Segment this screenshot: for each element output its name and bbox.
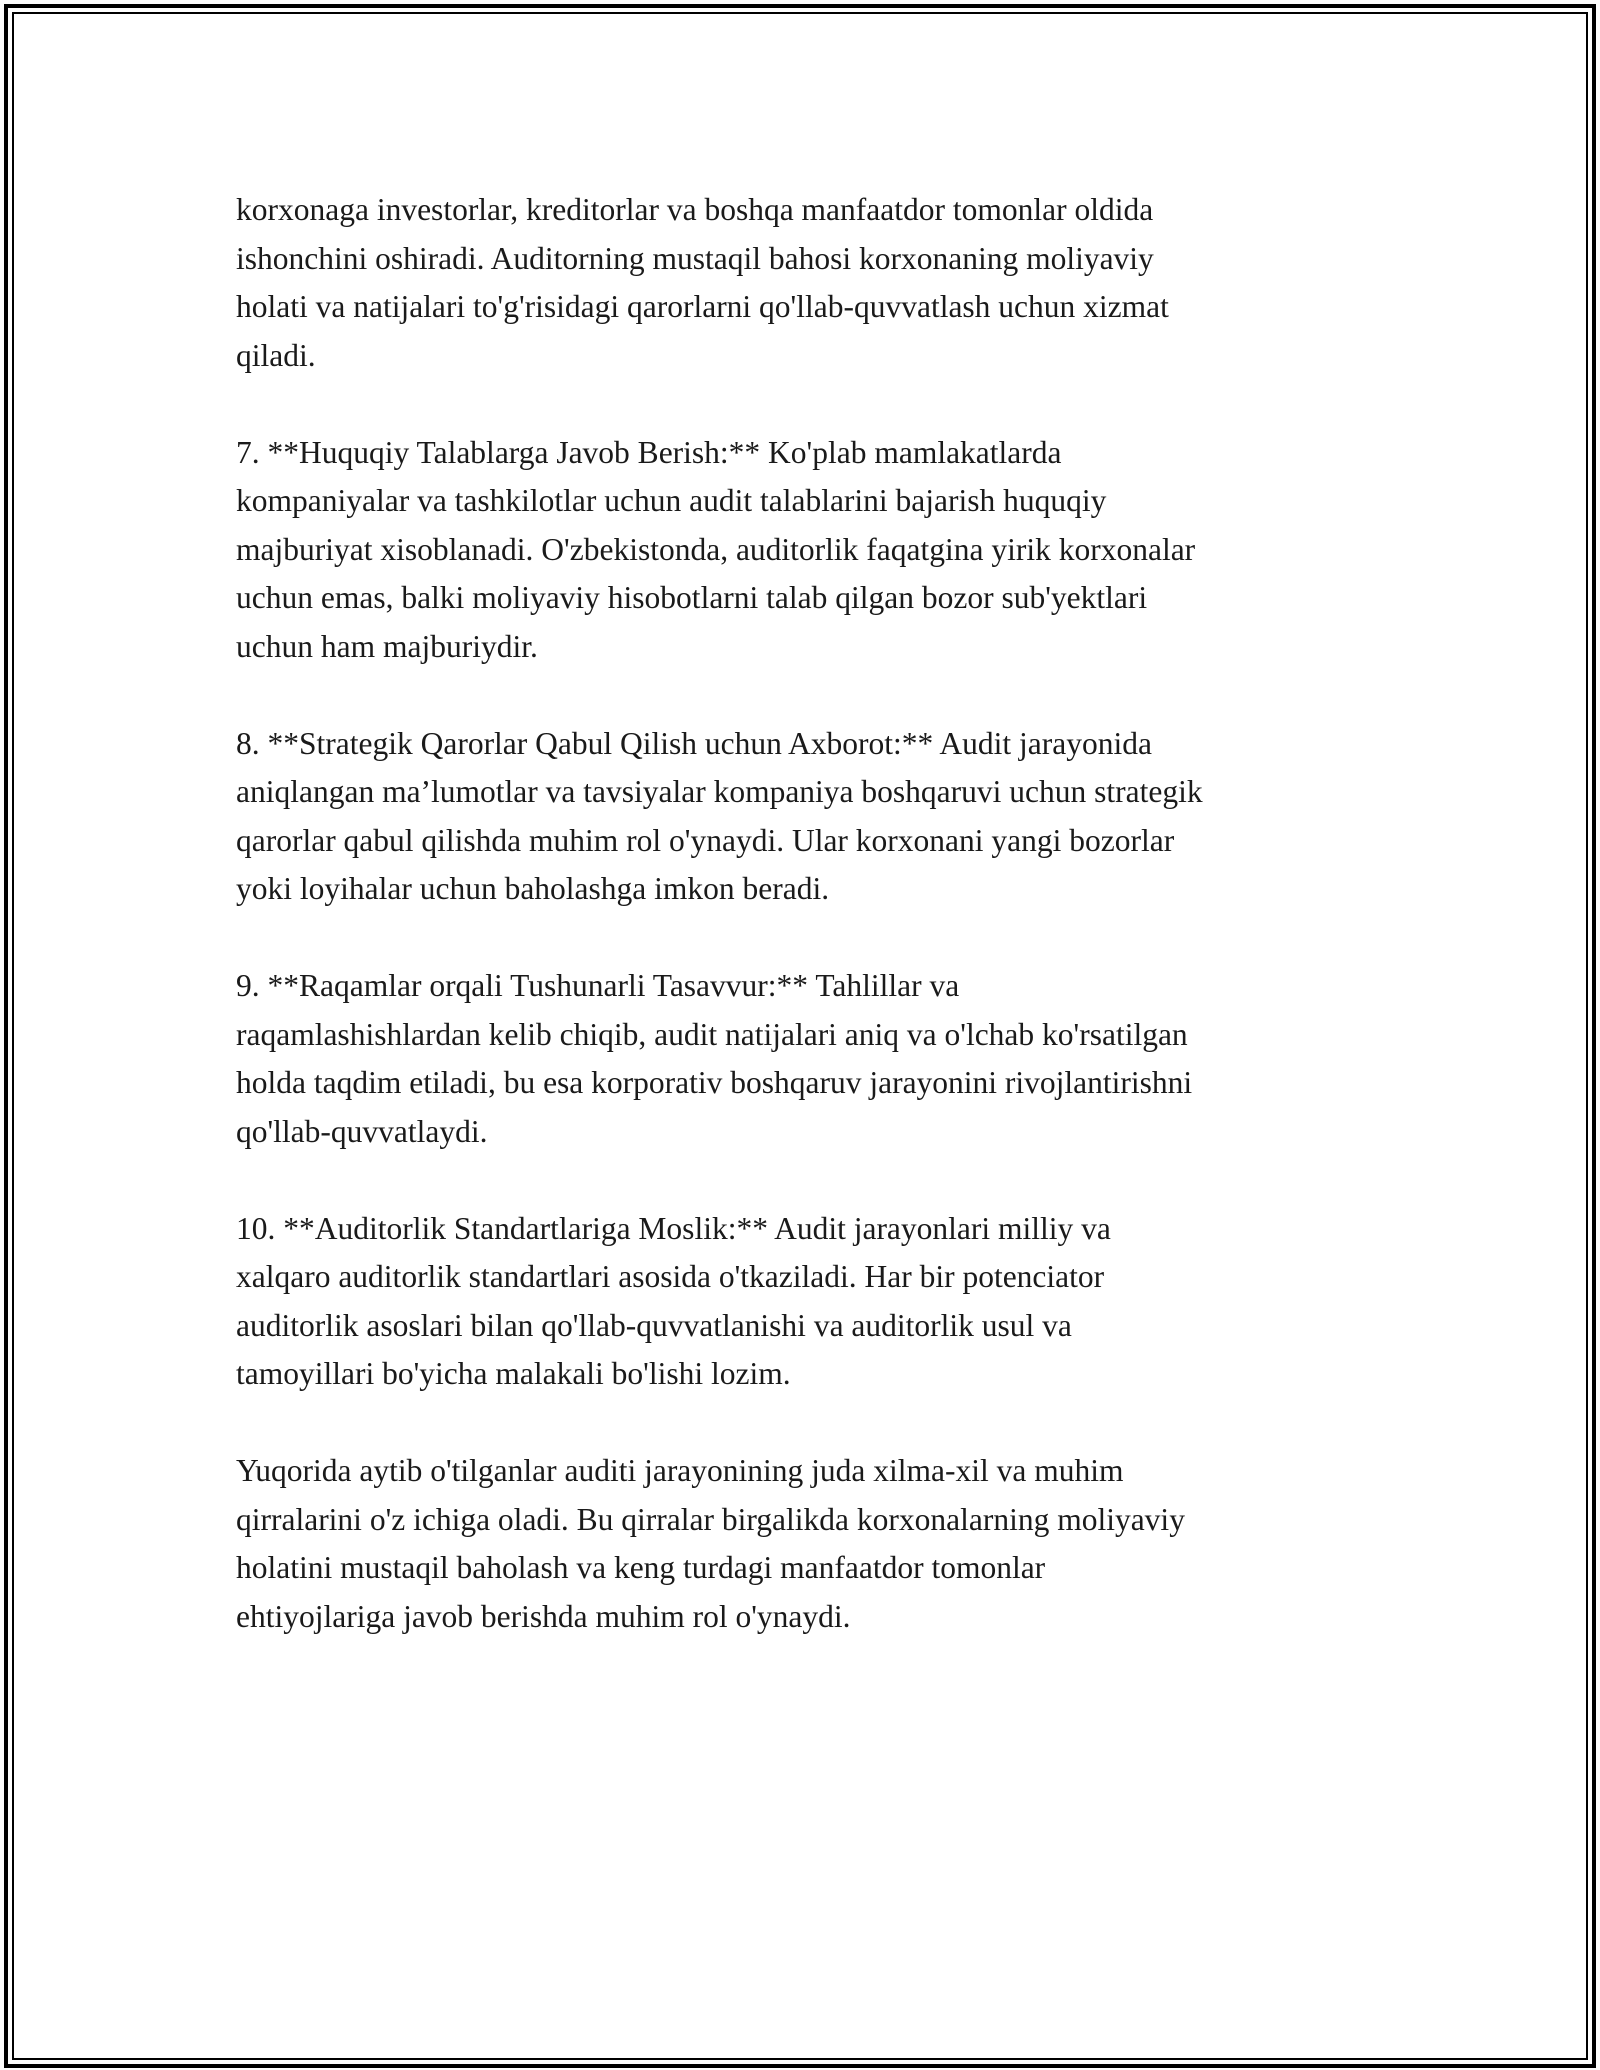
document-body xyxy=(236,186,1376,1690)
paragraph-item-7: 7. **Huquqiy Talablarga Javob Berish:** Ko'plab mamlakatlarda kompaniyalar va tashkilotlar uchun audit talablarini bajarish huquqiy majburiyat xisoblanadi. O'zbekistonda, auditorlik faqatgina yirik korxonalar uchun emas, balki moliyaviy hisobotlarni talab qilgan bozor sub'yektlari uchun ham majburiydir. xyxy=(236,434,1196,664)
paragraph-intro-continuation: korxonaga investorlar, kreditorlar va boshqa manfaatdor tomonlar oldida ishonchini oshiradi. Auditorning mustaqil bahosi korxonaning moliyaviy holati va natijalari to'g'risidagi qarorlarni qo'llab-quvvatlash uchun xizmat qiladi. xyxy=(236,192,1169,373)
paragraph-item-9: 9. **Raqamlar orqali Tushunarli Tasavvur:** Tahlillar va raqamlashishlardan kelib chiqib, audit natijalari aniq va o'lchab ko'rsatilgan holda taqdim etiladi, bu esa korporativ boshqaruv jarayonini rivojlantirishni qo'llab-quvvatlaydi. xyxy=(236,968,1193,1149)
paragraph-conclusion: Yuqorida aytib o'tilganlar auditi jarayonining juda xilma-xil va muhim qirralarini o'z ichiga oladi. Bu qirralar birgalikda korxonalarning moliyaviy holatini mustaqil baholash va keng turdagi manfaatdor tomonlar ehtiyojlariga javob berishda muhim rol o'ynaydi. xyxy=(236,1453,1185,1634)
paragraph-item-10: 10. **Auditorlik Standartlariga Moslik:** Audit jarayonlari milliy va xalqaro auditorlik standartlari asosida o'tkaziladi. Har bir potenciator auditorlik asoslari bilan qo'llab-quvvatlanishi va auditorlik usul va tamoyillari bo'yicha malakali bo'lishi lozim. xyxy=(236,1210,1111,1391)
paragraph-item-8: 8. **Strategik Qarorlar Qabul Qilish uchun Axborot:** Audit jarayonida aniqlangan ma’lumotlar va tavsiyalar kompaniya boshqaruvi uchun strategik qarorlar qabul qilishda muhim rol o'ynaydi. Ular korxonani yangi bozorlar yoki loyihalar uchun baholashga imkon beradi. xyxy=(236,725,1203,906)
